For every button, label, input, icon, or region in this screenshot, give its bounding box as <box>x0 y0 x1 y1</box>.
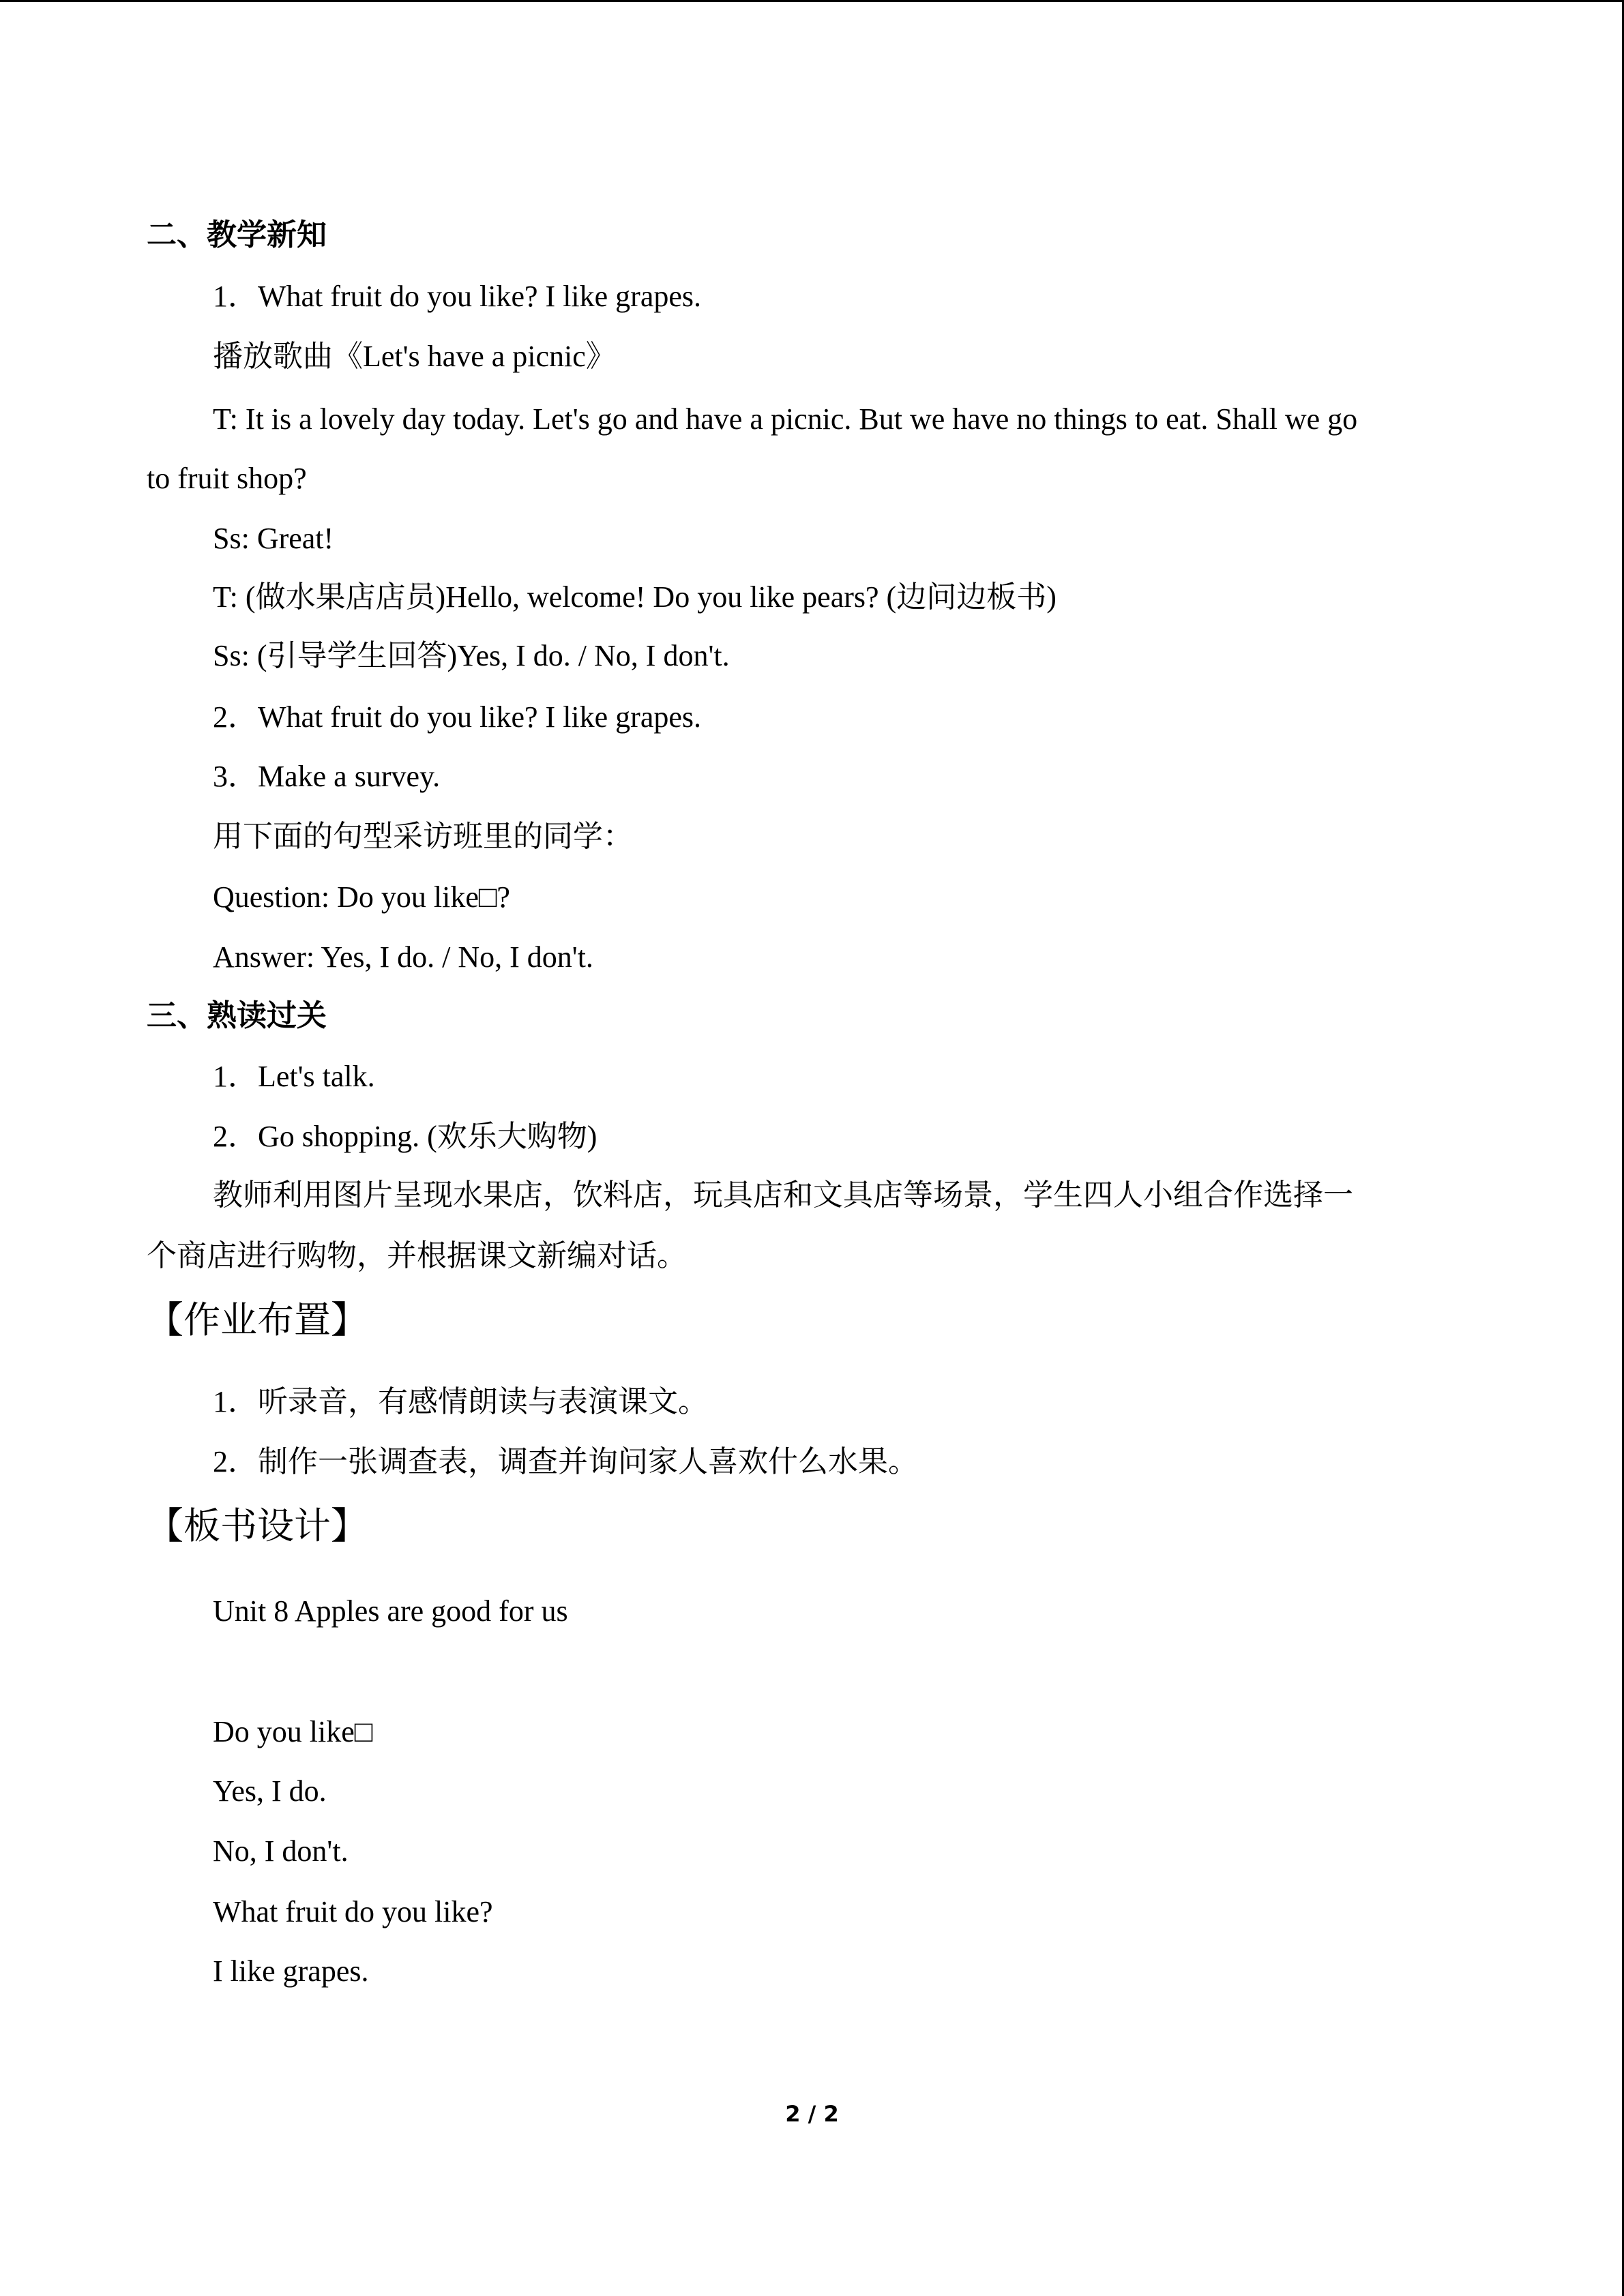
board-line: Do you like□ <box>213 1715 373 1748</box>
board-line: Yes, I do. <box>213 1774 327 1808</box>
top-border <box>0 0 1624 2</box>
paragraph: Ss: (引导学生回答)Yes, I do. / No, I don't. <box>213 639 730 672</box>
board-line: What fruit do you like? <box>213 1895 493 1928</box>
paragraph: Answer: Yes, I do. / No, I don't. <box>213 940 593 974</box>
paragraph: 播放歌曲《Let's have a picnic》 <box>213 340 616 373</box>
page-number: 2 / 2 <box>785 2101 839 2127</box>
board-line: I like grapes. <box>213 1954 369 1988</box>
paragraph-continuation: 个商店进行购物，并根据课文新编对话。 <box>147 1239 687 1272</box>
paragraph: Ss: Great! <box>213 522 334 555</box>
board-line: No, I don't. <box>213 1834 349 1868</box>
paragraph: T: (做水果店店员)Hello, welcome! Do you like pears? (边问边板书) <box>213 580 1057 614</box>
paragraph: 教师利用图片呈现水果店，饮料店，玩具店和文具店等场景，学生四人小组合作选择一 <box>213 1178 1353 1212</box>
paragraph: 1．What fruit do you like? I like grapes. <box>213 280 702 313</box>
board-line: Unit 8 Apples are good for us <box>213 1594 568 1628</box>
section-heading-teaching: 二、教学新知 <box>147 218 327 252</box>
paragraph: 2．What fruit do you like? I like grapes. <box>213 700 702 734</box>
paragraph: T: It is a lovely day today. Let's go and have a picnic. But we have no things to eat. Shall we go <box>213 402 1358 436</box>
paragraph: 用下面的句型采访班里的同学： <box>213 820 633 853</box>
paragraph: 1．Let's talk. <box>213 1060 375 1093</box>
paragraph-continuation: to fruit shop? <box>147 462 307 495</box>
paragraph: 2．Go shopping. (欢乐大购物) <box>213 1120 597 1153</box>
heading-board-design: 【板书设计】 <box>147 1504 368 1547</box>
heading-homework: 【作业布置】 <box>147 1298 368 1341</box>
section-heading-practice: 三、熟读过关 <box>147 998 327 1033</box>
paragraph: 3．Make a survey. <box>213 760 441 793</box>
paragraph: 2．制作一张调查表，调查并询问家人喜欢什么水果。 <box>213 1445 918 1478</box>
paragraph: 1．听录音，有感情朗读与表演课文。 <box>213 1385 708 1418</box>
paragraph: Question: Do you like□? <box>213 880 510 914</box>
